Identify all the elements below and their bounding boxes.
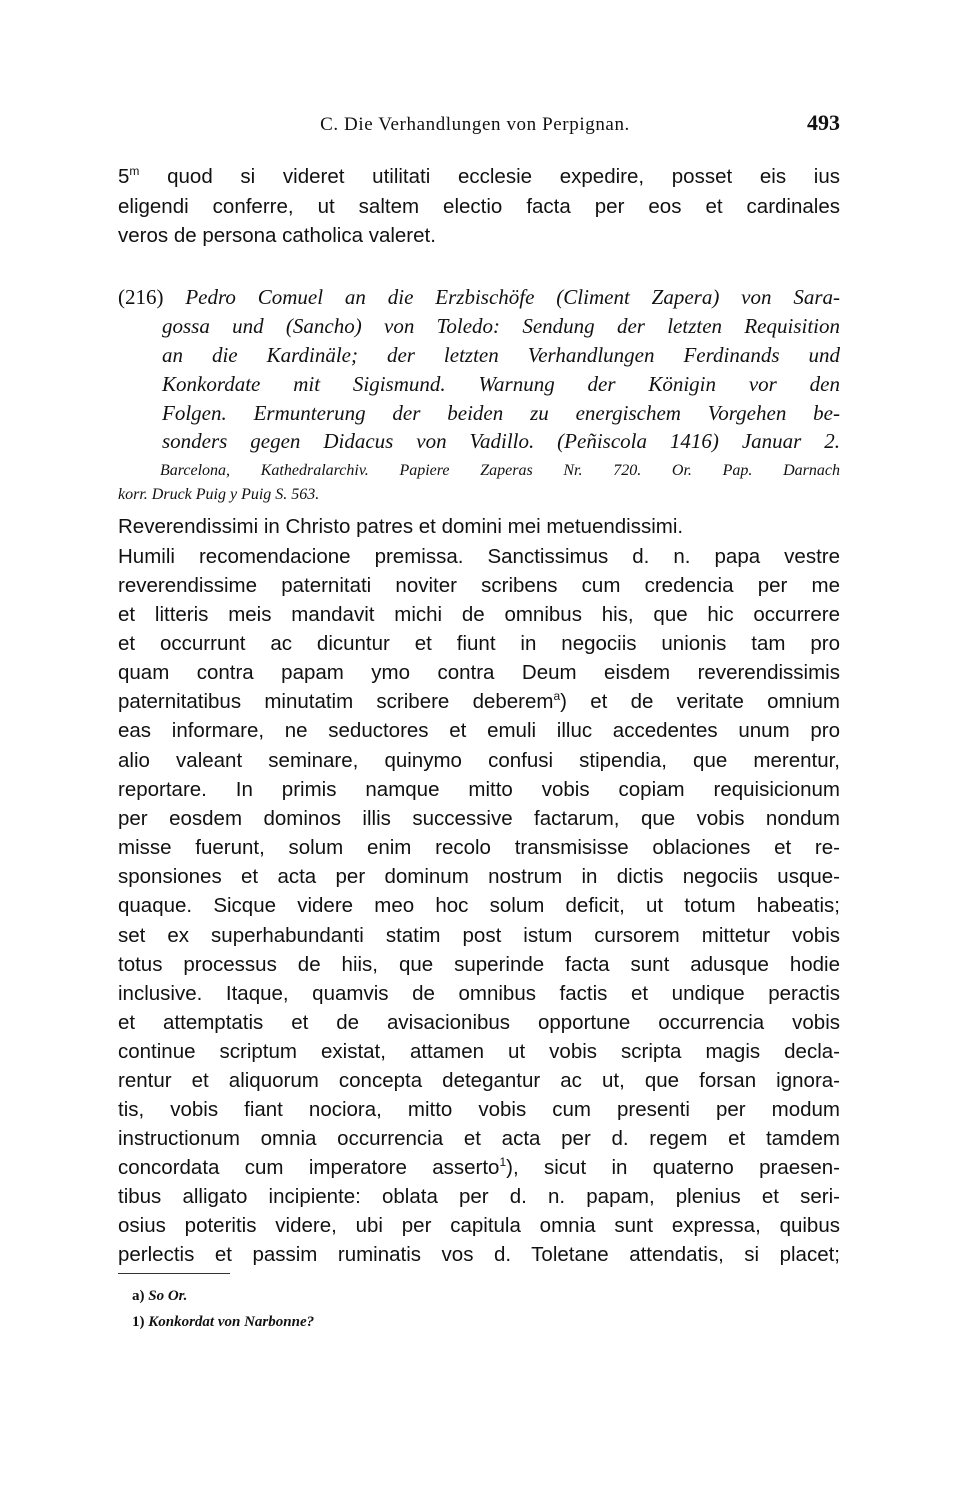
- footnote-text: Konkordat von Narbonne?: [148, 1314, 315, 1330]
- footnote-rule: [118, 1273, 230, 1274]
- regest-line: Konkordate mit Sigismund. Warnung der Königin vor den: [162, 372, 840, 396]
- body-line: continue scriptum existat, attamen ut vobis scripta magis decla-: [118, 1040, 840, 1063]
- continuation-line: eligendi conferre, ut saltem electio facta per eos et cardinales: [118, 195, 840, 218]
- body-line: rentur et aliquorum concepta detegantur ac ut, que forsan ignora-: [118, 1069, 840, 1092]
- running-title: C. Die Verhandlungen von Perpignan.: [320, 114, 630, 135]
- item-marker: 5: [118, 165, 130, 188]
- body-line: paternitatibus minutatim scribere deberem$^a$) et de veritate omnium: [118, 689, 840, 713]
- body-line: inclusive. Itaque, quamvis de omnibus factis et undique peractis: [118, 982, 840, 1005]
- page-number: 493: [807, 110, 840, 135]
- body-line: set ex superhabundanti statim post istum cursorem mittetur vobis: [118, 924, 840, 947]
- footnote: [132, 1310, 314, 1334]
- body-line: reverendissime paternitati noviter scribens cum credencia per me: [118, 574, 840, 597]
- body-line: totus processus de hiis, que superinde facta sunt adusque hodie: [118, 953, 840, 976]
- regest-line: an die Kardinäle; der letzten Verhandlungen Ferdinands und: [162, 343, 840, 367]
- source-line: korr. Druck Puig y Puig S. 563.: [118, 486, 320, 503]
- regest-line: Folgen. Ermunterung der beiden zu energischem Vorgehen be-: [162, 401, 840, 425]
- body-line: misse fuerunt, solum enim recolo transmisisse oblaciones et re-: [118, 836, 840, 859]
- source-line: Barcelona, Kathedralarchiv. Papiere Zaperas Nr. 720. Or. Pap. Darnach: [160, 462, 840, 479]
- footnote: [132, 1284, 187, 1308]
- body-line: quam contra papam ymo contra Deum eisdem reverendissimis: [118, 661, 840, 684]
- body-line: osius poteritis videre, ubi per capitula omnia sunt expressa, quibus: [118, 1214, 840, 1237]
- page-header: [110, 110, 840, 144]
- footnote-mark: 1): [132, 1314, 145, 1330]
- body-line: Humili recomendacione premissa. Sanctissimus d. n. papa vestre: [118, 545, 840, 568]
- footnote-ref: a: [553, 689, 561, 704]
- footnote-text: So Or.: [148, 1288, 188, 1304]
- item-marker-sup: m: [129, 164, 140, 179]
- regest-line: (216) Pedro Comuel an die Erzbischöfe (Climent Zapera) von Sara-: [118, 285, 841, 309]
- body-line: eas informare, ne seductores et emuli illuc accedentes unum pro: [118, 719, 840, 742]
- footnote-ref: 1: [499, 1155, 507, 1170]
- body-line: per eosdem dominos illis successive factarum, que vobis nondum: [118, 807, 840, 830]
- continuation-line: veros de persona catholica valeret.: [118, 224, 436, 247]
- body-line: concordata cum imperatore asserto$^1$), sicut in quaterno praesen-: [118, 1155, 840, 1179]
- body-line: quaque. Sicque videre meo hoc solum deficit, ut totum habeatis;: [118, 894, 840, 917]
- body-line: tibus alligato incipiente: oblata per d. n. papam, plenius et seri-: [118, 1185, 840, 1208]
- body-line: perlectis et passim ruminatis vos d. Toletane attendatis, si placet;: [118, 1243, 840, 1266]
- regest-line: gossa und (Sancho) von Toledo: Sendung der letzten Requisition: [162, 314, 840, 338]
- body-line: alio valeant seminare, quinymo confusi stipendia, que merentur,: [118, 749, 840, 772]
- body-line: tis, vobis fiant nociora, mitto vobis cum presenti per modum: [118, 1098, 840, 1121]
- continuation-line: 5$^m$ quod si videret utilitati ecclesie expedire, posset eis ius: [118, 164, 840, 188]
- regest-line: sonders gegen Didacus von Vadillo. (Peñiscola 1416) Januar 2.: [162, 429, 840, 453]
- body-line: et attemptatis et de avisacionibus opportune occurrencia vobis: [118, 1011, 840, 1034]
- body-line: Reverendissimi in Christo patres et domini mei metuendissimi.: [118, 515, 684, 538]
- body-line: reportare. In primis namque mitto vobis copiam requisicionum: [118, 778, 840, 801]
- body-line: sponsiones et acta per dominum nostrum in dictis negociis usque-: [118, 865, 840, 888]
- document-number: (216): [118, 285, 164, 309]
- body-line: et occurrunt ac dicuntur et fiunt in negociis unionis tam pro: [118, 632, 840, 655]
- footnote-mark: a): [132, 1288, 145, 1304]
- body-line: et litteris meis mandavit michi de omnibus his, que hic occurrere: [118, 603, 840, 626]
- body-line: instructionum omnia occurrencia et acta per d. regem et tamdem: [118, 1127, 840, 1150]
